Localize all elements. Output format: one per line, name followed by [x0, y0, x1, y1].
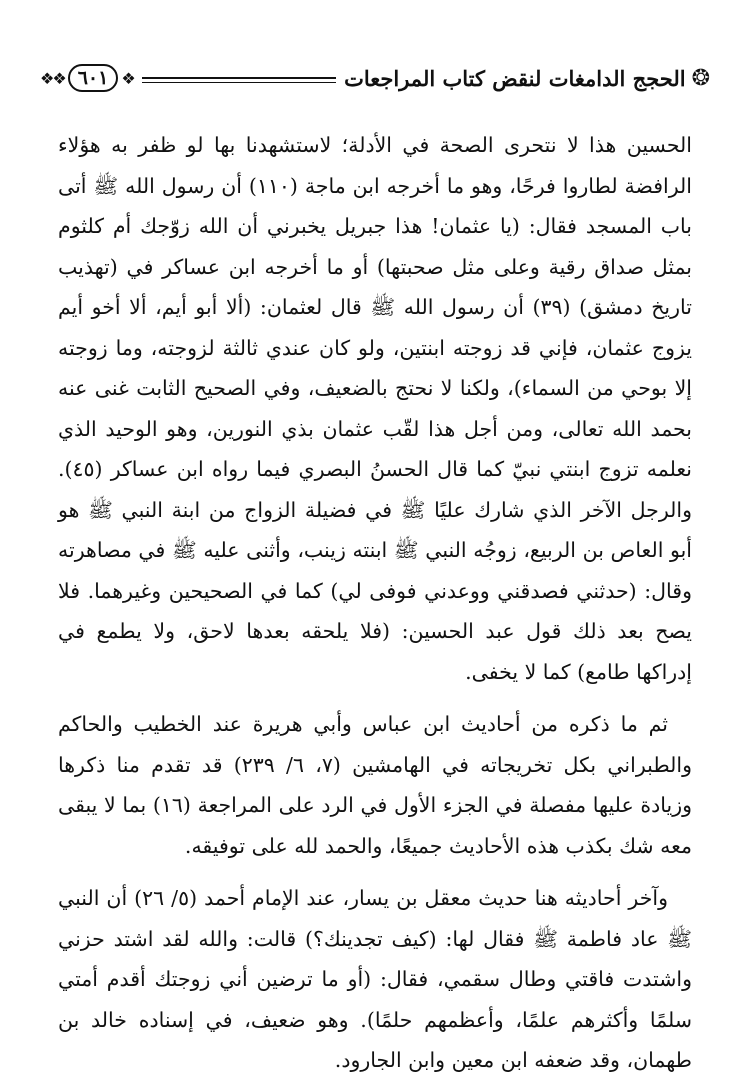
paragraph-2: ثم ما ذكره من أحاديث ابن عباس وأبي هريرة عند الخطيب والحاكم والطبراني بكل تخريجاته في الهامشين (٧، ٦/ ٢٣٩) قد تقدم منا ذكرها وزيادة عليها مفصلة في الجزء الأول في الرد على المراجعة (١٦) بما لا يبقى معه شك بكذب هذه الأحاديث جميعًا، والحمد لله على توفيقه.	[58, 712, 692, 858]
page-body	[58, 125, 692, 1081]
paragraph-1: الحسين هذا لا نتحرى الصحة في الأدلة؛ لاستشهدنا بها لو ظفر به هؤلاء الرافضة لطاروا فرحًا، وهو ما أخرجه ابن ماجة (١١٠) أن رسول الله ﷺ أتى باب المسجد فقال: (يا عثمان! هذا جبريل يخبرني أن الله زوّجك أم كلثوم بمثل صداق رقية وعلى مثل صحبتها) أو ما أخرجه ابن عساكر في (تهذيب تاريخ دمشق) (٣٩) أن رسول الله ﷺ قال لعثمان: (ألا أبو أيم، ألا أخو أيم يزوج عثمان، فإني قد زوجته ابنتين، ولو كان عندي ثالثة لزوجته، وما زوجته إلا بوحي من السماء)، ولكنا لا نحتج بالضعيف، وفي الصحيح الثابت غنى عنه بحمد الله تعالى، ومن أجل هذا لقّب عثمان بذي النورين، وهو الوحيد الذي نعلمه تزوج ابنتي نبيّ كما قال الحسنُ البصري فيما رواه ابن عساكر (٤٥). والرجل الآخر الذي شارك عليًا ﷺ في فضيلة الزواج من ابنة النبي ﷺ هو أبو العاص بن الربيع، زوجُه النبي ﷺ ابنته زينب، وأثنى عليه ﷺ في مصاهرته وقال: (حدثني فصدقني ووعدني فوفى لي) كما في الصحيحين وغيرهما. فلا يصح بعد ذلك قول عبد الحسين: (فلا يلحقه بعدها لاحق، ولا يطمع في إدراكها طامع) كما لا يخفى.	[58, 133, 692, 684]
page-number: ٦٠١	[68, 64, 119, 92]
page-title: الحجج الدامغات لنقض كتاب المراجعات	[344, 65, 686, 91]
ornament-star-icon: ❂	[691, 65, 710, 91]
paragraph-3: وآخر أحاديثه هنا حديث معقل بن يسار، عند الإمام أحمد (٥/ ٢٦) أن النبي ﷺ عاد فاطمة ﷺ فقال لها: (كيف تجدينك؟) قالت: والله لقد اشتد حزني واشتدت فاقتي وطال سقمي، فقال: (أو ما ترضين أني زوجتك أقدم أمتي سلمًا وأكثرهم علمًا، وأعظمهم حلمًا). وهو ضعيف، في إسناده خالد بن طهمان، وقد ضعفه ابن معين وابن الجارود.	[58, 886, 692, 1072]
ornament-right-icon: ❖	[121, 68, 134, 88]
header-divider	[142, 77, 336, 79]
page-number-ornament	[40, 64, 134, 92]
ornament-left-icon: ❖❖	[40, 68, 65, 88]
page-header	[40, 58, 710, 98]
